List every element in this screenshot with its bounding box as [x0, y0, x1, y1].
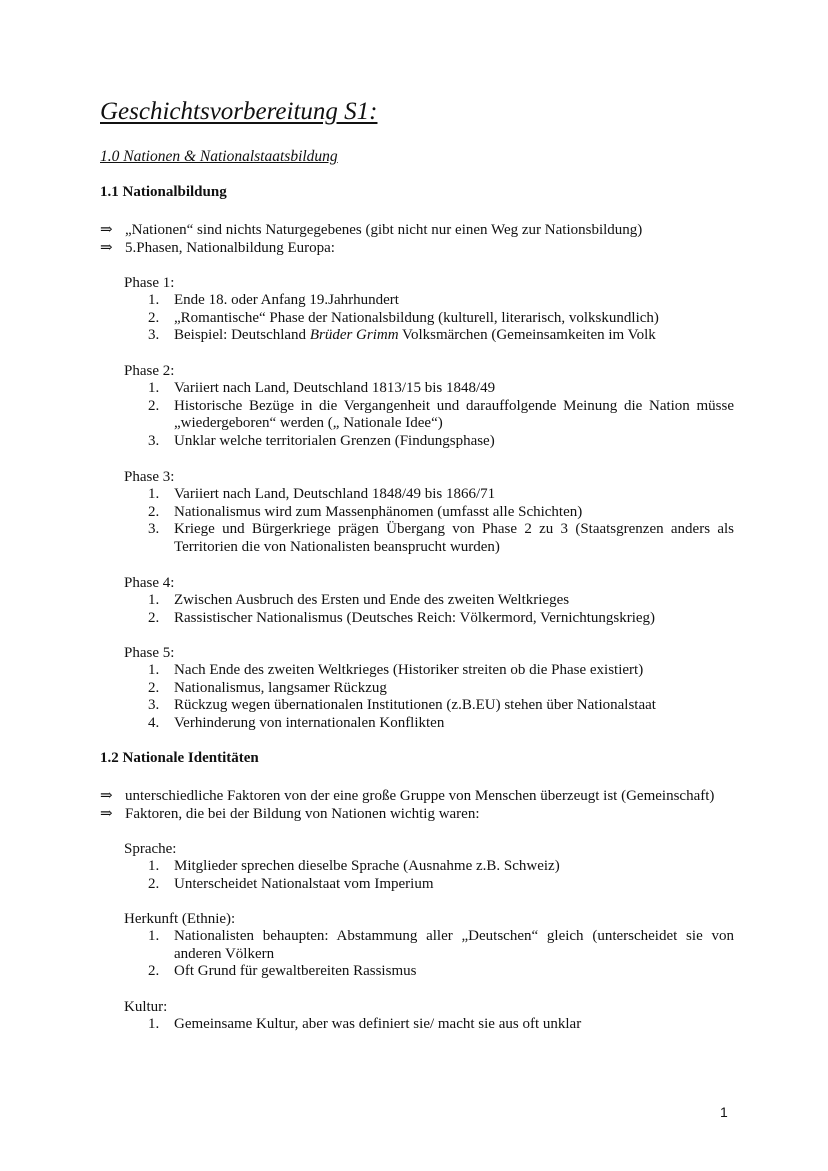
phase-title: Phase 5:	[124, 645, 175, 661]
list-item: 2. Unterscheidet Nationalstaat vom Imperium	[148, 875, 434, 892]
sprache-list	[124, 858, 734, 893]
document-title: Geschichtsvorbereitung S1:	[100, 98, 378, 125]
list-item: 2. Nationalismus wird zum Massenphänomen (umfasst alle Schichten)	[148, 503, 583, 520]
phase-1-list	[124, 292, 734, 345]
list-item: 2. Historische Bezüge in die Vergangenheit und darauffolgende Meinung die Nation müsse „wiedergeboren“ werden („ Nationale Idee“)	[148, 397, 734, 431]
phase-title: Phase 3:	[124, 469, 175, 485]
list-item: 3. Kriege und Bürgerkriege prägen Übergang von Phase 2 zu 3 (Staatsgrenzen anders als Territorien die von Nationalisten beansprucht wurden)	[148, 521, 734, 555]
list-item: 3. Unklar welche territorialen Grenzen (Findungsphase)	[148, 432, 495, 449]
list-item: 1. Gemeinsame Kultur, aber was definiert sie/ macht sie aus oft unklar	[148, 1016, 582, 1032]
phase-title: Phase 2:	[124, 363, 175, 379]
phase-title: Phase 4:	[124, 575, 175, 591]
bullet-list-nationalbildung	[100, 221, 740, 257]
list-item: 1. Zwischen Ausbruch des Ersten und Ende des zweiten Weltkrieges	[148, 592, 570, 608]
factor-title: Herkunft (Ethnie):	[124, 911, 236, 927]
italic-text: Brüder Grimm	[309, 327, 399, 343]
phase-3-list	[124, 486, 734, 556]
list-item: 4. Verhinderung von internationalen Konflikten	[148, 714, 445, 731]
list-item: 2. Oft Grund für gewaltbereiten Rassismus	[148, 963, 417, 979]
bullet-item: ⇒ unterschiedliche Faktoren von der eine große Gruppe von Menschen überzeugt ist (Gemeinschaft)	[100, 788, 715, 804]
chapter-heading: 1.0 Nationen & Nationalstaatsbildung	[100, 148, 338, 165]
herkunft-block	[124, 910, 734, 981]
list-item: 2. „Romantische“ Phase der Nationalsbildung (kulturell, literarisch, volkskundlich)	[148, 309, 659, 326]
phase-5-list	[124, 662, 734, 732]
phase-3-block	[124, 468, 734, 556]
list-item: 1. Variiert nach Land, Deutschland 1813/15 bis 1848/49	[148, 380, 496, 396]
list-item: 1. Ende 18. oder Anfang 19.Jahrhundert	[148, 292, 399, 308]
phase-title: Phase 1:	[124, 275, 175, 291]
factor-title: Kultur:	[124, 999, 168, 1015]
arrow-icon: ⇒	[100, 240, 113, 256]
arrow-icon: ⇒	[100, 222, 113, 238]
herkunft-list	[124, 928, 734, 981]
bullet-list-identitaeten	[100, 787, 740, 823]
list-item: 1. Nationalisten behaupten: Abstammung aller „Deutschen“ gleich (unterscheidet sie von anderen Völkern	[148, 928, 734, 962]
phase-1-block	[124, 274, 734, 345]
list-item: 1. Variiert nach Land, Deutschland 1848/49 bis 1866/71	[148, 486, 496, 502]
list-item: 1. Nach Ende des zweiten Weltkrieges (Historiker streiten ob die Phase existiert)	[148, 662, 644, 678]
list-item: 3. Rückzug wegen übernationalen Institutionen (z.B.EU) stehen über Nationalstaat	[148, 697, 656, 713]
bullet-item: ⇒ 5.Phasen, Nationalbildung Europa:	[100, 240, 335, 256]
list-item: 3. Beispiel: Deutschland Brüder Grimm Volksmärchen (Gemeinsamkeiten im Volk	[148, 327, 656, 343]
phase-2-list	[124, 380, 734, 450]
phase-5-block	[124, 644, 734, 732]
kultur-list	[124, 1016, 734, 1034]
section-heading-nationalbildung: 1.1 Nationalbildung	[100, 184, 227, 200]
arrow-icon: ⇒	[100, 788, 113, 804]
factor-title: Sprache:	[124, 841, 177, 857]
list-item: 2. Rassistischer Nationalismus (Deutsches Reich: Völkermord, Vernichtungskrieg)	[148, 609, 656, 626]
phase-4-block	[124, 574, 734, 627]
list-item: 2. Nationalismus, langsamer Rückzug	[148, 679, 387, 696]
arrow-icon: ⇒	[100, 806, 113, 822]
list-item: 1. Mitglieder sprechen dieselbe Sprache (Ausnahme z.B. Schweiz)	[148, 858, 560, 874]
bullet-item: ⇒ „Nationen“ sind nichts Naturgegebenes (gibt nicht nur einen Weg zur Nationsbildung)	[100, 222, 643, 238]
sprache-block	[124, 840, 734, 893]
page-number: 1	[720, 1104, 728, 1120]
phase-2-block	[124, 362, 734, 450]
kultur-block	[124, 998, 734, 1034]
phase-4-list	[124, 592, 734, 627]
section-heading-nationale-identitaeten: 1.2 Nationale Identitäten	[100, 750, 259, 766]
bullet-item: ⇒ Faktoren, die bei der Bildung von Nationen wichtig waren:	[100, 806, 480, 822]
